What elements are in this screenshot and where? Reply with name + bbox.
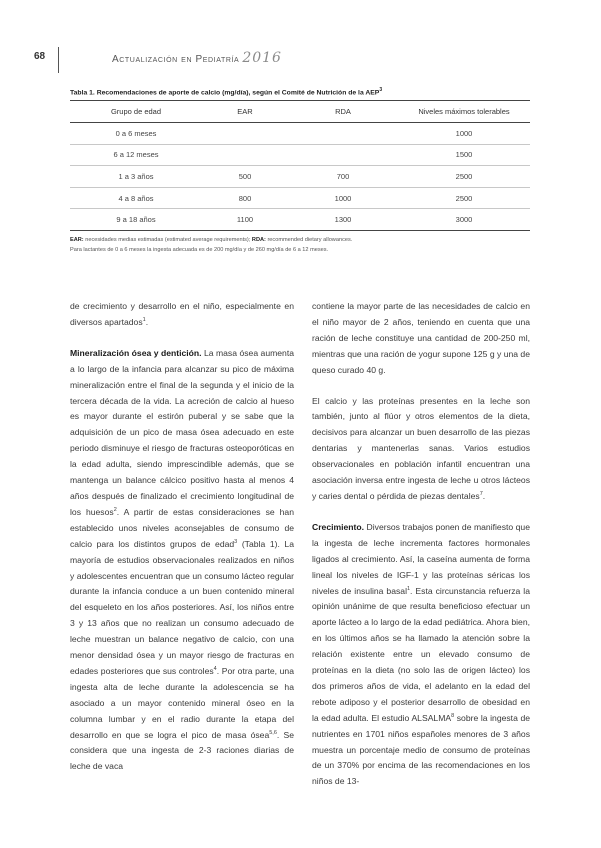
ear-definition: necesidades medias estimadas (estimated average requirements); — [83, 237, 252, 243]
table-cell: 9 a 18 años — [70, 209, 202, 231]
paragraph-text: . Se considera que una ingesta de 2-3 raciones diarias de leche de vaca — [70, 729, 294, 772]
citation: 1 — [406, 585, 411, 592]
paragraph — [70, 346, 294, 775]
table-cell: 4 a 8 años — [70, 187, 202, 209]
publication-title — [112, 50, 282, 66]
section-lead-mineralizacion: Mineralización ósea y dentición. — [70, 347, 202, 358]
table-cell: 3000 — [398, 209, 530, 231]
table-row — [70, 123, 530, 145]
table-row — [70, 166, 530, 188]
table-caption-text: Tabla 1. Recomendaciones de aporte de calcio (mg/día), según el Comité de Nutrición de la AEP — [70, 89, 380, 97]
citation: 8 — [451, 712, 455, 719]
paragraph — [312, 520, 530, 790]
citation: 4 — [213, 666, 217, 673]
calcium-table — [70, 100, 530, 231]
table-cell — [288, 144, 398, 166]
paragraph-text: . — [482, 490, 486, 501]
header-divider — [58, 47, 59, 73]
paragraph-text: . Por otra parte, una ingesta alta de leche durante la adolescencia se ha asociado a un mayor contenido mineral óseo en la columna lumbar y en el radio durante la etapa del desarrollo en que se logra el pico de masa ósea — [70, 665, 294, 740]
table-footnote-infants: Para lactantes de 0 a 6 meses la ingesta adecuada es de 200 mg/día y de 260 mg/día de 6 a 12 meses. — [70, 247, 329, 253]
column-header: Niveles máximos tolerables — [398, 101, 530, 123]
table-cell: 1000 — [288, 187, 398, 209]
publication-title-text: Actualización en Pediatría — [112, 54, 240, 65]
right-column — [312, 299, 530, 790]
table-cell: 1 a 3 años — [70, 166, 202, 188]
running-header — [34, 47, 581, 71]
rda-abbr: RDA: — [251, 237, 266, 243]
paragraph-text: El calcio y las proteínas presentes en la leche son también, junto al flúor y otros elementos de la dieta, decisivos para alcanzar un buen desarrollo de las piezas dentarias y mantenerlas sanas. Varios estudios observacionales en población infantil encuentran una asociación inversa entre ingesta de leche u otros lácteos y caries dental o pérdida de piezas dentales — [312, 395, 530, 501]
column-header: RDA — [288, 101, 398, 123]
table-cell: 800 — [202, 187, 288, 209]
table-row — [70, 144, 530, 166]
paragraph-text: . Esta circunstancia refuerza la opinión unánime de que resulta beneficioso efectuar un aporte lácteo a lo largo de la edad pediátrica. Ahora bien, en los últimos años se ha llamado la atención sobre la relación existente entre un elevado consumo de proteínas en la dieta (no solo las de origen lácteo) los dos primeros años de vida, el adelanto en la edad del rebote adiposo y el posterior desarrollo de obesidad en la edad adulta. El estudio ALSALMA — [312, 585, 530, 723]
left-column — [70, 299, 294, 775]
table-footnote-abbreviations — [70, 237, 540, 243]
page-number: 68 — [34, 51, 46, 62]
paragraph-text: La masa ósea aumenta a lo largo de la infancia para alcanzar su pico de máxima mineralización entre el final de la segunda y el inicio de la tercera década de la vida. La acreción de calcio al hueso es mayor durante el estirón puberal y se sabe que la adquisición de un pico de masa ósea adecuado en este periodo disminuye el riesgo de fracturas osteoporóticas en la edad adulta, siendo imprescindible además, que se mantenga un balance cálcico positivo hasta al menos 4 años después de finalizado el crecimiento longitudinal de los huesos — [70, 347, 295, 517]
paragraph-text: sobre la ingesta de nutrientes en 1701 niños españoles menores de 3 años muestra un porcentaje medio de consumo de proteínas de un 370% por encima de las recomendaciones en los niños de 13- — [312, 712, 530, 787]
paragraph: contiene la mayor parte de las necesidades de calcio en el niño mayor de 2 años, teniendo en cuenta que una ración de leche constituye una cantidad de 200-250 ml, mientras que una ración de yogur supone 125 g y una de queso curado 40 g. — [312, 301, 530, 375]
table-cell: 1300 — [288, 209, 398, 231]
column-header: EAR — [202, 101, 288, 123]
paragraph — [312, 394, 530, 505]
paragraph-text: de crecimiento y desarrollo en el niño, especialmente en diversos apartados — [70, 301, 294, 327]
table-cell: 2500 — [398, 187, 530, 209]
paragraph — [70, 299, 294, 331]
table-row — [70, 209, 530, 231]
table-cell: 500 — [202, 166, 288, 188]
section-lead-crecimiento: Crecimiento. — [312, 521, 365, 532]
paragraph-text: . — [145, 316, 149, 327]
paragraph-text: . A partir de estas consideraciones se han establecido unos niveles aconsejables de consumo de calcio para los distintos grupos de edad — [70, 506, 294, 549]
citation: 7 — [479, 491, 483, 498]
table-cell: 2500 — [398, 166, 530, 188]
table-cell: 1100 — [202, 209, 288, 231]
table-cell: 1000 — [398, 123, 530, 145]
citation: 5,6 — [269, 729, 277, 736]
paragraph-text: Diversos trabajos ponen de manifiesto que la ingesta de leche incrementa factores hormonales ligados al crecimiento. Así, la caseína aumenta de forma lineal los niveles de IGF-1 y las proteínas séricas los niveles de insulina basal — [312, 521, 530, 596]
table-cell — [288, 123, 398, 145]
table-caption — [70, 87, 530, 96]
publication-year: 2016 — [242, 50, 282, 66]
table-cell — [202, 123, 288, 145]
rda-definition: recommended dietary allowances. — [265, 237, 353, 243]
table-caption-ref: 3 — [379, 87, 383, 93]
citation: 1 — [142, 317, 146, 324]
column-header: Grupo de edad — [70, 101, 202, 123]
citation: 3 — [234, 538, 238, 545]
table-cell: 6 a 12 meses — [70, 144, 202, 166]
table-header-row — [70, 101, 530, 123]
table-row — [70, 187, 530, 209]
table-cell: 0 a 6 meses — [70, 123, 202, 145]
table-cell: 700 — [288, 166, 398, 188]
table-cell: 1500 — [398, 144, 530, 166]
paragraph-text: (Tabla 1). La mayoría de estudios observacionales realizados en niños y adolescentes encuentran que un consumo lácteo regular durante la infancia conduce a un buen contenido mineral del esqueleto en los años posteriores. Así, los niños entre 3 y 13 años que no realizan un consumo adecuado de leche muestran un balance negativo de calcio, con una menor densidad ósea y un mayor riesgo de fracturas en edades posteriores que sus controles — [70, 538, 294, 676]
citation: 2 — [113, 507, 117, 514]
table-cell — [202, 144, 288, 166]
ear-abbr: EAR: — [70, 237, 84, 243]
